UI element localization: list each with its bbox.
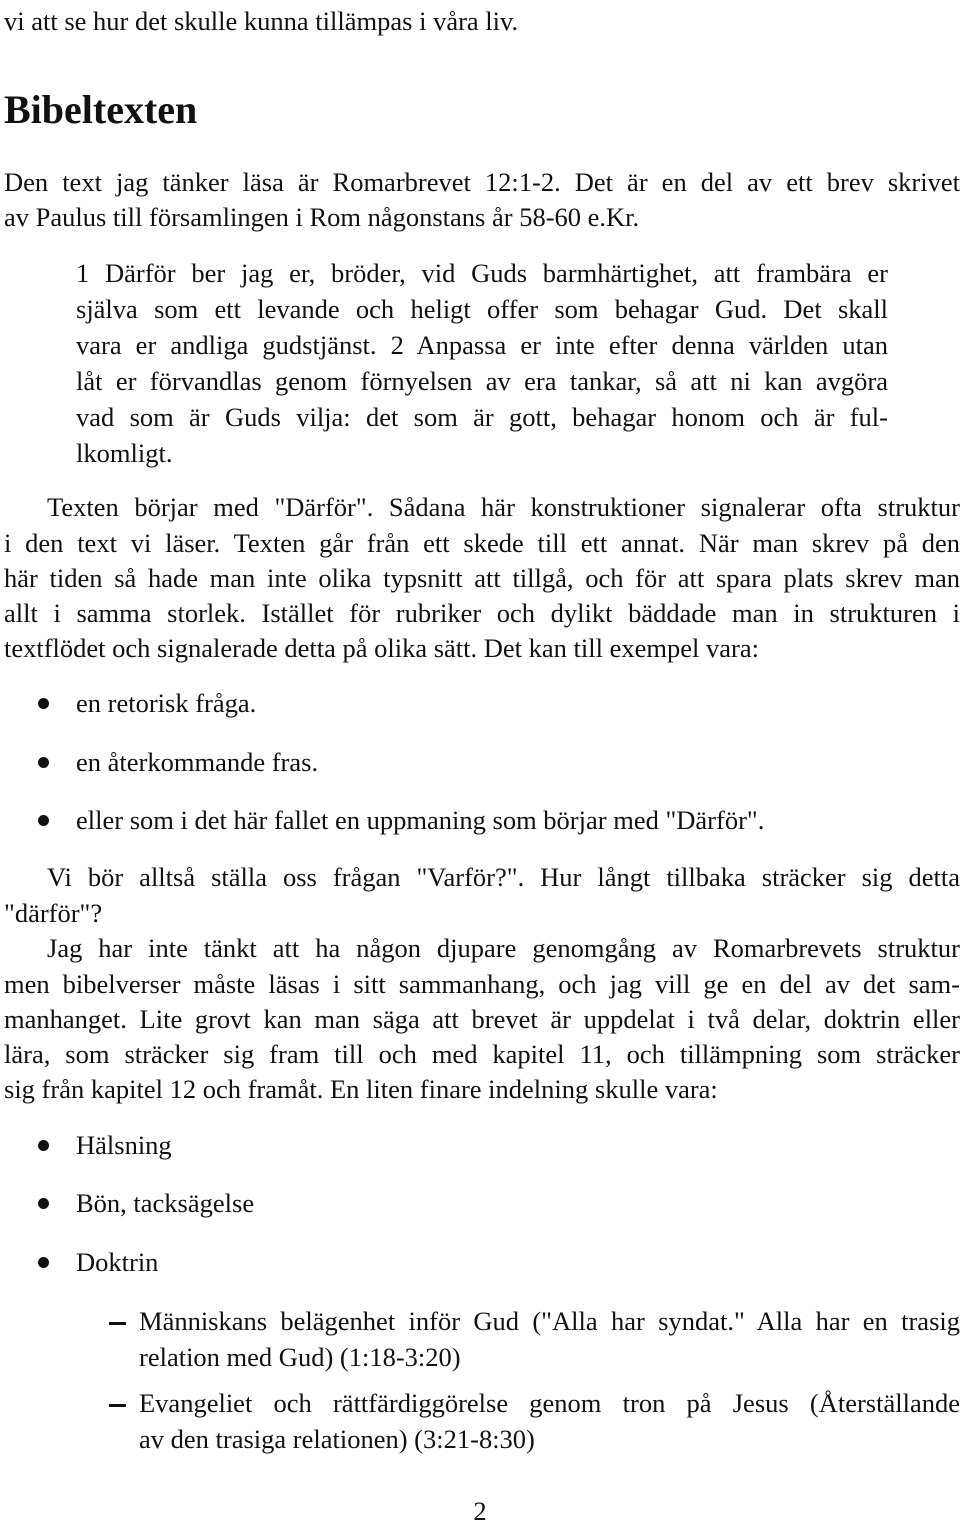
bullet-icon [38, 1198, 49, 1209]
list-item: eller som i det här fallet en uppmaning som börjar med "Därför". [76, 805, 765, 835]
list-item: en retorisk fråga. [76, 688, 257, 718]
para1-line: Den text jag tänker läsa är Romarbrevet 12:1-2. Det är en del av ett brev skrivet [4, 167, 960, 197]
list-item: Bön, tacksägelse [76, 1188, 255, 1218]
para4-line: lära, som sträcker sig fram till och med kapitel 11, och tillämpning som sträcker [4, 1039, 960, 1069]
bullet-icon [38, 1257, 49, 1268]
para4-line: men bibelverser måste läsas i sitt sammanhang, och jag vill ge en del av det sam- [4, 969, 960, 999]
bullet-icon [38, 815, 49, 826]
section-heading: Bibeltexten [4, 87, 198, 132]
sublist-item-line: Evangeliet och rättfärdiggörelse genom tron på Jesus (Återställande [139, 1388, 960, 1418]
sublist-item-line: av den trasiga relationen) (3:21-8:30) [139, 1424, 535, 1454]
intro-tail: vi att se hur det skulle kunna tillämpas i våra liv. [4, 6, 519, 36]
para2-line: i den text vi läser. Texten går från ett skede till ett annat. När man skrev på den [4, 528, 960, 558]
list-item: Doktrin [76, 1247, 159, 1277]
list-item: Hälsning [76, 1130, 172, 1160]
para1-line: av Paulus till församlingen i Rom någonstans år 58-60 e.Kr. [4, 202, 640, 232]
para3-line: "därför"? [4, 898, 103, 928]
quote-line: vara er andliga gudstjänst. 2 Anpassa er inte efter denna världen utan [76, 330, 888, 360]
list-item: en återkommande fras. [76, 747, 319, 777]
bullet-icon [38, 1140, 49, 1151]
para4-line: manhanget. Lite grovt kan man säga att brevet är uppdelat i två delar, doktrin eller [4, 1004, 960, 1034]
quote-line: vad som är Guds vilja: det som är gott, behagar honom och är ful- [76, 402, 888, 432]
para2-line: Texten börjar med "Därför". Sådana här konstruktioner signalerar ofta struktur [47, 492, 960, 522]
para2-line: allt i samma storlek. Istället för rubriker och dylikt bäddade man in strukturen i [4, 598, 960, 628]
quote-line: själva som ett levande och heligt offer som behagar Gud. Det skall [76, 294, 888, 324]
para2-line: textflödet och signalerade detta på olika sätt. Det kan till exempel vara: [4, 633, 759, 663]
para4-line: Jag har inte tänkt att ha någon djupare genomgång av Romarbrevets struktur [47, 933, 960, 963]
bullet-icon [38, 757, 49, 768]
bullet-icon [38, 698, 49, 709]
quote-line: lkomligt. [76, 438, 173, 468]
para2-line: här tiden så hade man inte olika typsnitt att tillgå, och för att spara plats skrev man [4, 563, 960, 593]
dash-icon [109, 1404, 126, 1407]
para4-line: sig från kapitel 12 och framåt. En liten finare indelning skulle vara: [4, 1074, 718, 1104]
dash-icon [109, 1322, 126, 1325]
page-number: 2 [473, 1496, 487, 1526]
sublist-item-line: Människans belägenhet inför Gud ("Alla har syndat." Alla har en trasig [139, 1306, 960, 1336]
para3-line: Vi bör alltså ställa oss frågan "Varför?". Hur långt tillbaka sträcker sig detta [47, 862, 960, 892]
quote-line: låt er förvandlas genom förnyelsen av era tankar, så att ni kan avgöra [76, 366, 888, 396]
quote-line: 1 Därför ber jag er, bröder, vid Guds barmhärtighet, att frambära er [76, 258, 888, 288]
sublist-item-line: relation med Gud) (1:18-3:20) [139, 1342, 461, 1372]
